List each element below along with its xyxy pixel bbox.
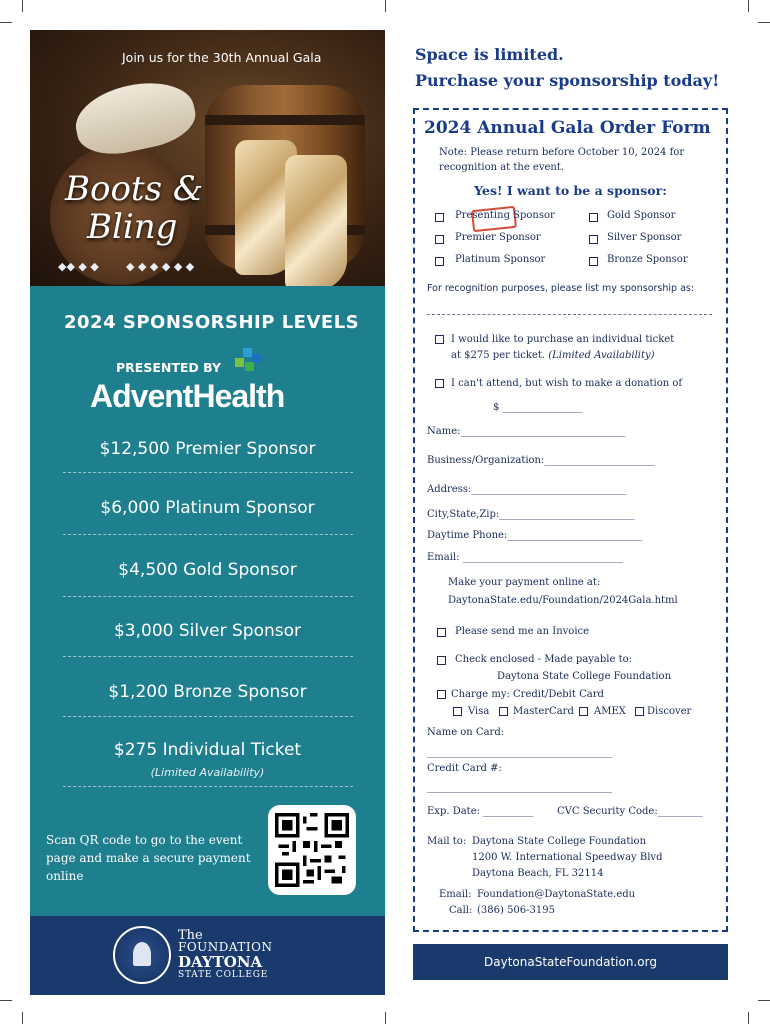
- amex-checkbox[interactable]: [579, 707, 588, 716]
- hero-image: [30, 30, 385, 286]
- qr-code[interactable]: [268, 805, 356, 895]
- card-number-field[interactable]: _____________________________________: [427, 782, 612, 793]
- cowboy-hat-illustration: [70, 73, 201, 162]
- diamond-icon: ◆◆ ◆ ◆: [58, 260, 99, 273]
- mail-to-label: Mail to:: [427, 836, 467, 847]
- crop-mark: [748, 0, 749, 12]
- mastercard-checkbox[interactable]: [499, 707, 508, 716]
- gold-sponsor-label: Gold Sponsor: [607, 210, 676, 221]
- level-divider: [63, 716, 353, 717]
- level-bronze: $1,200 Bronze Sponsor: [108, 682, 307, 702]
- event-logo-line2: Bling: [87, 207, 178, 247]
- mail-address-3: Daytona Beach, FL 32114: [472, 868, 604, 879]
- foundation-daytona: DAYTONA: [178, 953, 263, 971]
- headline: [415, 42, 719, 94]
- recognition-input-line[interactable]: [427, 314, 712, 315]
- email-address[interactable]: Foundation@DaytonaState.edu: [477, 889, 636, 900]
- headline-line2: Purchase your sponsorship today!: [415, 71, 720, 90]
- level-divider: [63, 596, 353, 597]
- business-field[interactable]: Business/Organization:______________________: [427, 455, 655, 466]
- mail-address-1: Daytona State College Foundation: [472, 836, 647, 847]
- foundation-footer: [30, 916, 385, 995]
- level-divider: [63, 472, 353, 473]
- headline-line1: Space is limited.: [415, 45, 564, 64]
- qr-instructions: Scan QR code to go to the event page and make a secure payment online: [46, 833, 251, 883]
- crop-mark: [758, 22, 770, 23]
- level-divider: [63, 656, 353, 657]
- phone-number[interactable]: (386) 506-3195: [477, 905, 555, 916]
- sponsor-heading: Yes! I want to be a sponsor:: [474, 183, 667, 198]
- name-field[interactable]: Name:_________________________________: [427, 426, 626, 437]
- crop-mark: [748, 1012, 749, 1024]
- donation-checkbox[interactable]: [435, 379, 444, 388]
- ticket-line1: I would like to purchase an individual ticket: [451, 334, 675, 345]
- level-individual: $275 Individual Ticket: [113, 740, 302, 760]
- diamond-icon: ◆ ◆ ◆ ◆ ◆ ◆: [126, 260, 195, 273]
- mail-address-2: 1200 W. International Speedway Blvd: [472, 852, 663, 863]
- college-seal-icon: [113, 926, 171, 984]
- exp-date-field[interactable]: Exp. Date: __________: [427, 806, 534, 817]
- sponsor-name: AdventHealth: [90, 378, 285, 414]
- visa-label: Visa: [468, 706, 490, 717]
- pay-online-url[interactable]: DaytonaState.edu/Foundation/2024Gala.html: [448, 595, 678, 606]
- donation-amount-field[interactable]: $ ________________: [493, 402, 583, 413]
- premier-sponsor-label: Premier Sponsor: [455, 232, 541, 243]
- cvc-field[interactable]: CVC Security Code:_________: [557, 806, 703, 817]
- visa-checkbox[interactable]: [453, 707, 462, 716]
- bronze-sponsor-checkbox[interactable]: [589, 257, 598, 266]
- discover-checkbox[interactable]: [635, 707, 644, 716]
- level-gold: $4,500 Gold Sponsor: [118, 560, 297, 580]
- level-platinum: $6,000 Platinum Sponsor: [100, 498, 315, 518]
- crop-mark: [385, 0, 386, 12]
- left-column: [30, 30, 385, 995]
- charge-card-label: Charge my: Credit/Debit Card: [451, 689, 604, 700]
- invoice-checkbox[interactable]: [437, 628, 446, 637]
- email-field[interactable]: Email: ________________________________: [427, 552, 623, 563]
- level-individual-note: (Limited Availability): [150, 766, 265, 779]
- daytime-phone-field[interactable]: Daytime Phone:___________________________: [427, 530, 643, 541]
- bronze-sponsor-label: Bronze Sponsor: [607, 254, 688, 265]
- adventhealth-logo-icon: [231, 348, 261, 376]
- level-divider: [63, 534, 353, 535]
- individual-ticket-checkbox[interactable]: [435, 335, 444, 344]
- event-logo-line1: Boots &: [65, 169, 204, 209]
- mastercard-label: MasterCard: [513, 706, 574, 717]
- crop-mark: [385, 1012, 386, 1024]
- recognition-label: For recognition purposes, please list my sponsorship as:: [427, 283, 695, 294]
- charge-card-checkbox[interactable]: [437, 690, 446, 699]
- crop-mark: [0, 22, 12, 23]
- form-title: 2024 Annual Gala Order Form: [424, 118, 711, 138]
- website-footer[interactable]: DaytonaStateFoundation.org: [413, 944, 728, 980]
- invoice-label: Please send me an Invoice: [455, 626, 590, 637]
- qr-section: [30, 795, 385, 915]
- platinum-sponsor-checkbox[interactable]: [435, 257, 444, 266]
- check-enclosed-label: Check enclosed - Made payable to:: [455, 654, 632, 665]
- sponsorship-levels-title: 2024 SPONSORSHIP LEVELS: [64, 312, 360, 333]
- crop-mark: [22, 0, 23, 12]
- silver-sponsor-checkbox[interactable]: [589, 235, 598, 244]
- presenting-sponsor-label: Presenting Sponsor: [455, 210, 555, 221]
- email-label: Email:: [439, 889, 472, 900]
- crop-mark: [22, 1012, 23, 1024]
- silver-sponsor-label: Silver Sponsor: [607, 232, 682, 243]
- presenting-sponsor-checkbox[interactable]: [435, 213, 444, 222]
- city-state-zip-field[interactable]: City,State,Zip:___________________________: [427, 509, 635, 520]
- qr-code-icon: [275, 812, 349, 888]
- address-field[interactable]: Address:_______________________________: [427, 484, 627, 495]
- boot-illustration: [285, 155, 347, 286]
- gold-sponsor-checkbox[interactable]: [589, 213, 598, 222]
- amex-label: AMEX: [594, 706, 626, 717]
- ticket-price-text: at $275 per ticket.: [451, 350, 549, 361]
- check-payable-to: Daytona State College Foundation: [497, 671, 672, 682]
- ticket-availability: (Limited Availability): [548, 350, 655, 361]
- gala-tagline: Join us for the 30th Annual Gala: [122, 50, 322, 65]
- call-label: Call:: [449, 905, 473, 916]
- event-logo: [65, 170, 203, 246]
- form-note: Note: Please return before October 10, 2024 for recognition at the event.: [439, 147, 685, 173]
- check-enclosed-checkbox[interactable]: [437, 656, 446, 665]
- foundation-college: STATE COLLEGE: [178, 970, 269, 980]
- level-premier: $12,500 Premier Sponsor: [99, 439, 316, 459]
- level-divider: [63, 786, 353, 787]
- presented-by-label: PRESENTED BY: [116, 360, 222, 375]
- crop-mark: [758, 1000, 770, 1001]
- name-on-card-field[interactable]: _____________________________________: [427, 747, 612, 758]
- pay-online-label: Make your payment online at:: [448, 577, 601, 588]
- foundation-the: The: [178, 928, 203, 943]
- order-form: [413, 108, 728, 932]
- ticket-line2: [451, 348, 655, 363]
- platinum-sponsor-label: Platinum Sponsor: [455, 254, 546, 265]
- premier-sponsor-checkbox[interactable]: [435, 235, 444, 244]
- foundation-word: FOUNDATION: [178, 940, 273, 954]
- crop-mark: [0, 1000, 12, 1001]
- card-number-label: Credit Card #:: [427, 763, 502, 774]
- discover-label: Discover: [647, 706, 692, 717]
- level-silver: $3,000 Silver Sponsor: [113, 621, 302, 641]
- donation-label: I can't attend, but wish to make a donation of: [451, 378, 683, 389]
- name-on-card-label: Name on Card:: [427, 727, 505, 738]
